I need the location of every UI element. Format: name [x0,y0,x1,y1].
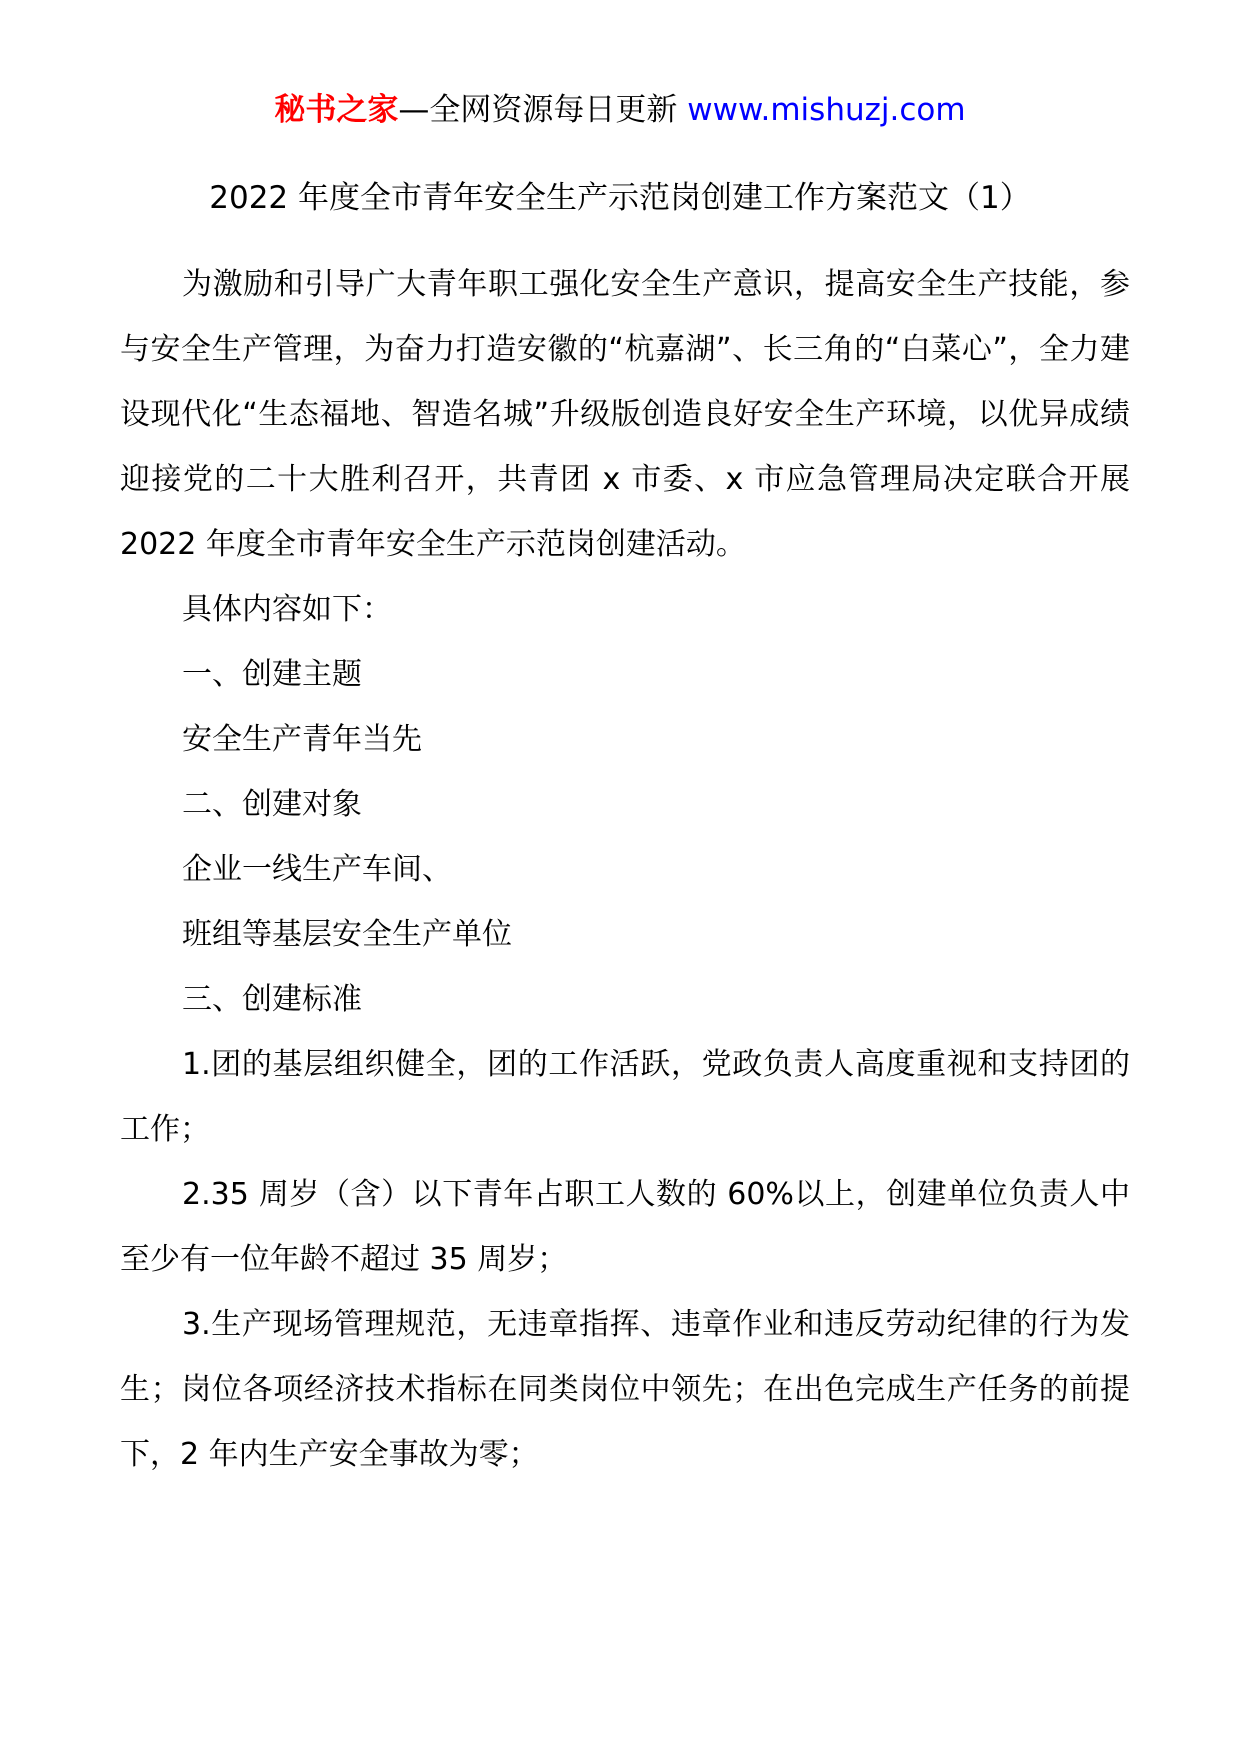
section-heading-target: 二、创建对象 [182,787,362,822]
paragraph-target-2: 班组等基层安全生产单位 [182,917,512,952]
document-title: 2022 年度全市青年安全生产示范岗创建工作方案范文（1） [209,180,1031,216]
section-heading-standard: 三、创建标准 [182,982,362,1017]
site-brand: 秘书之家 [274,92,399,128]
site-tagline: —全网资源每日更新 [398,92,678,128]
site-header [0,88,1240,132]
paragraph-target-1: 企业一线生产车间、 [182,852,452,887]
paragraph-standard-1: 1.团的基层组织健全，团的工作活跃，党政负责人高度重视和支持团的工作； [120,1047,1130,1147]
paragraph-content-lead: 具体内容如下： [182,592,392,627]
paragraph-standard-2: 2.35 周岁（含）以下青年占职工人数的 60%以上，创建单位负责人中至少有一位年龄不超过 35 周岁； [120,1177,1130,1277]
site-url-link[interactable]: www.mishuzj.com [687,92,966,128]
document-body [120,252,1130,1487]
paragraph-standard-3: 3.生产现场管理规范，无违章指挥、违章作业和违反劳动纪律的行为发生；岗位各项经济技术指标在同类岗位中领先；在出色完成生产任务的前提下，2 年内生产安全事故为零； [120,1307,1130,1472]
section-heading-theme: 一、创建主题 [182,657,362,692]
paragraph-intro: 为激励和引导广大青年职工强化安全生产意识，提高安全生产技能，参与安全生产管理，为奋力打造安徽的“杭嘉湖”、长三角的“白菜心”，全力建设现代化“生态福地、智造名城”升级版创造良好安全生产环境，以优异成绩迎接党的二十大胜利召开，共青团 x 市委、x 市应急管理局决定联合开展 2022 年度全市青年安全生产示范岗创建活动。 [120,267,1130,562]
paragraph-theme: 安全生产青年当先 [182,722,422,757]
